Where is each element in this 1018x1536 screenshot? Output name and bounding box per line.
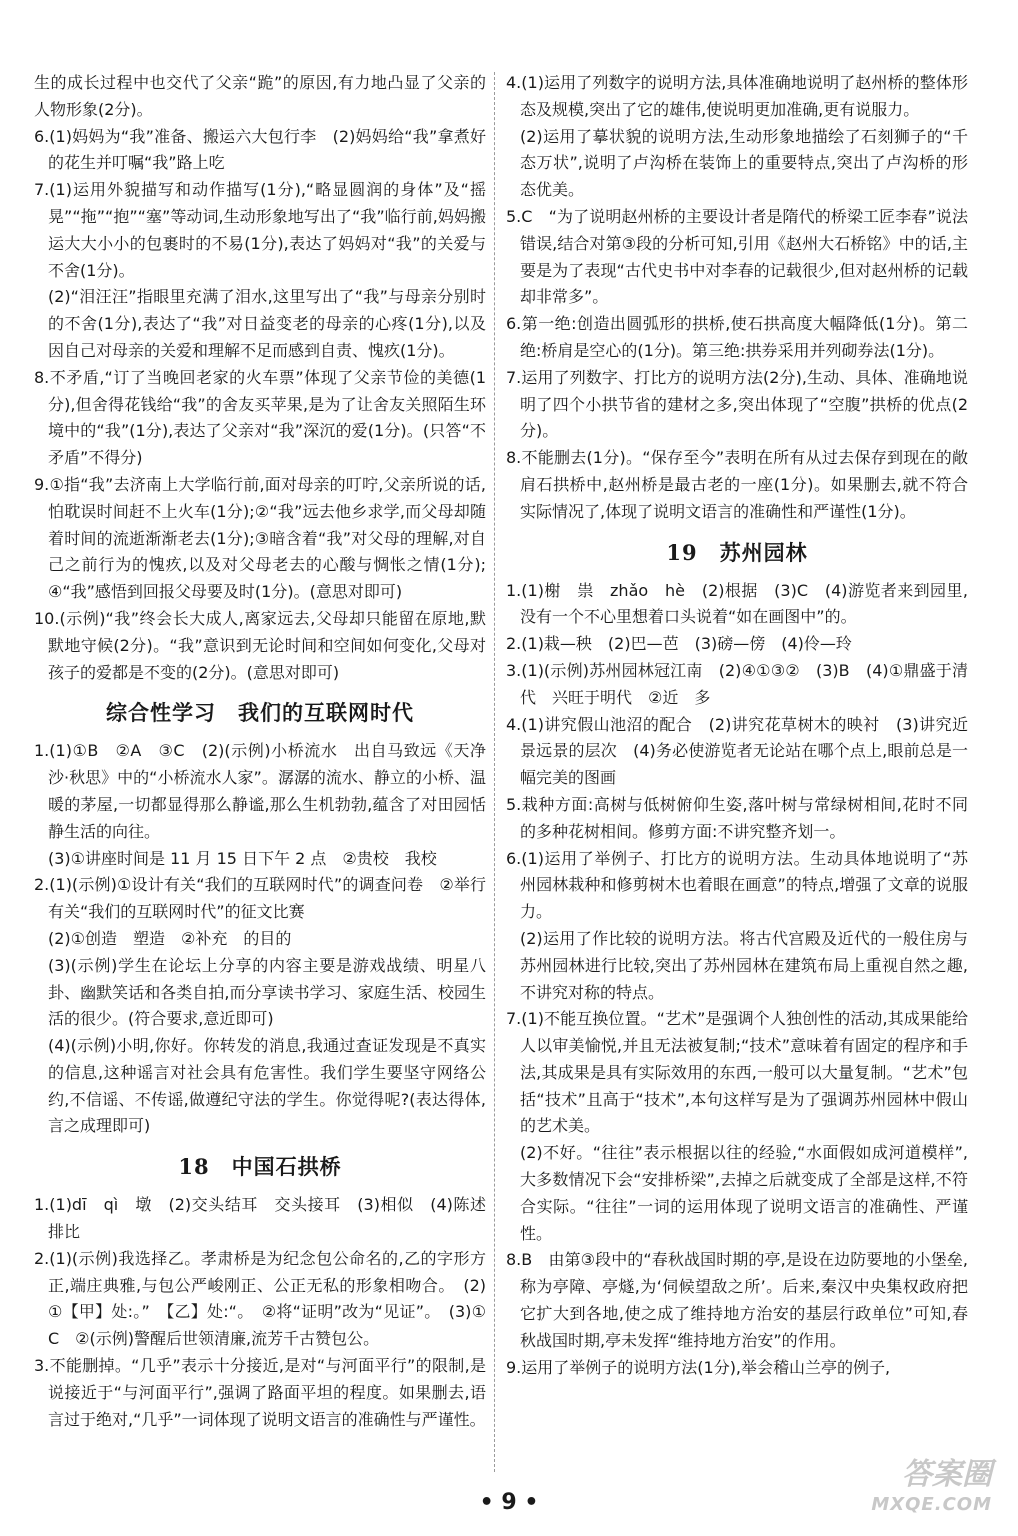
answer-para: (4)(示例)小明,你好。你转发的消息,我通过查证发现是不真实的信息,这种谣言对社会具有危害性。我们学生要坚守网络公约,不信谣、不传谣,做遵纪守法的学生。你觉得呢?(表达得体,言之成理即可) — [48, 1036, 486, 1136]
section-title: 18 中国石拱桥 — [178, 1154, 342, 1180]
answer-para: 4.(1)运用了列数字的说明方法,具体准确地说明了赵州桥的整体形态及规模,突出了它的雄伟,使说明更加准确,更有说服力。 — [506, 73, 968, 119]
answer-para: 5.C “为了说明赵州桥的主要设计者是隋代的桥梁工匠李春”说法错误,结合对第③段的分析可知,引用《赵州大石桥铭》中的话,主要是为了表现“古代史书中对李春的记载很少,但对赵州桥的记载却非常多”。 — [506, 206, 968, 307]
right-column — [506, 70, 968, 1381]
answer-para: 10.(示例)“我”终会长大成人,离家远去,父母却只能留在原地,默默地守候(2分)。“我”意识到无论时间和空间如何变化,父母对孩子的爱都是不变的(2分)。(意思对即可) — [34, 608, 486, 682]
answer-para: 3.(1)(示例)苏州园林冠江南 (2)④①③② (3)B (4)①鼎盛于清代 兴旺于明代 ②近 多 — [506, 660, 968, 707]
answer-para: 7.运用了列数字、打比方的说明方法(2分),生动、具体、准确地说明了四个小拱节省的建材之多,突出体现了“空腹”拱桥的优点(2分)。 — [506, 367, 968, 441]
answer-para: 6.(1)妈妈为“我”准备、搬运六大包行李 (2)妈妈给“我”拿煮好的花生并叮嘱“我”路上吃 — [34, 126, 486, 173]
answer-para: (2)运用了作比较的说明方法。将古代宫殿及近代的一般住房与苏州园林进行比较,突出了苏州园林在建筑布局上重视自然之趣,不讲究对称的特点。 — [520, 928, 968, 1002]
answer-para: (2)运用了摹状貌的说明方法,生动形象地描绘了石刻狮子的“千态万状”,说明了卢沟桥在装饰上的重要特点,突出了卢沟桥的形态优美。 — [520, 126, 968, 200]
page-number: • 9 • — [479, 1490, 539, 1515]
left-column — [34, 70, 503, 1433]
answer-para: (2)①创造 塑造 ②补充 的目的 — [48, 928, 292, 948]
answer-para: 1.(1)①B ②A ③C (2)(示例)小桥流水 出自马致远《天净沙·秋思》中的“小桥流水人家”。潺潺的流水、静立的小桥、温暖的茅屋,一切都显得那么静谧,那么生机勃勃,蕴含了对田园恬静生活的向往。 — [34, 741, 486, 841]
answer-para: 8.B 由第③段中的“春秋战国时期的亭,是设在边防要地的小堡垒,称为亭障、亭燧,为‘伺候望敌之所’。后来,秦汉中央集权政府把它扩大到各地,使之成了维持地方治安的基层行政单位”可知,春秋战国时期,亭未发挥“维持地方治安”的作用。 — [506, 1250, 968, 1350]
answer-para: 1.(1)dī qì 墩 (2)交头结耳 交头接耳 (3)相似 (4)陈述 排比 — [34, 1195, 503, 1242]
answer-para: 生的成长过程中也交代了父亲“跪”的原因,有力地凸显了父亲的人物形象(2分)。 — [34, 73, 486, 119]
watermark-url: MXQE.COM — [871, 1494, 992, 1515]
answer-para: (3)①讲座时间是 11 月 15 日下午 2 点 ②贵校 我校 — [48, 848, 437, 868]
answer-para: 2.(1)栽—秧 (2)巴—芭 (3)磅—傍 (4)伶—玲 — [506, 634, 852, 654]
answer-para: 5.栽种方面:高树与低树俯仰生姿,落叶树与常绿树相间,花时不同的多种花树相间。修剪方面:不讲究整齐划一。 — [506, 794, 968, 841]
answer-para: 9.运用了举例子的说明方法(1分),举会稽山兰亭的例子, — [506, 1357, 891, 1377]
answer-para: 3.不能删掉。“几乎”表示十分接近,是对“与河面平行”的限制,是说接近于“与河面平行”,强调了路面平坦的程度。如果删去,语言过于绝对,“几乎”一词体现了说明文语言的准确性与严谨性。 — [34, 1356, 486, 1429]
section-title: 综合性学习 我们的互联网时代 — [106, 700, 414, 726]
answer-para: 6.第一绝:创造出圆弧形的拱桥,使石拱高度大幅降低(1分)。第二绝:桥肩是空心的(1分)。第三绝:拱券采用并列砌券法(1分)。 — [506, 314, 968, 360]
answer-para: 4.(1)讲究假山池沼的配合 (2)讲究花草树木的映衬 (3)讲究近景远景的层次 (4)务必使游览者无论站在哪个点上,眼前总是一幅完美的图画 — [506, 714, 968, 788]
answer-para: (2)“泪汪汪”指眼里充满了泪水,这里写出了“我”与母亲分别时的不舍(1分),表达了“我”对日益变老的母亲的心疼(1分),以及因自己对母亲的关爱和理解不足而感到自责、愧疚(1分)。 — [48, 287, 486, 360]
answer-para: 1.(1)榭 祟 zhǎo hè (2)根据 (3)C (4)游览者来到园里,没有一个不心里想着口头说着“如在画图中”的。 — [506, 580, 968, 627]
watermark-text: 答案圈 — [902, 1457, 992, 1492]
answer-para: 8.不能删去(1分)。“保存至今”表明在所有从过去保存到现在的敞肩石拱桥中,赵州桥是最古老的一座(1分)。如果删去,就不符合实际情况了,体现了说明文语言的准确性和严谨性(1分)。 — [506, 448, 968, 521]
answer-para: (3)(示例)学生在论坛上分享的内容主要是游戏战绩、明星八卦、幽默笑话和各类自拍,而分享读书学习、家庭生活、校园生活的很少。(符合要求,意近即可) — [48, 955, 486, 1029]
section-title: 19 苏州园林 — [666, 539, 808, 565]
answer-para: 2.(1)(示例)我选择乙。孝肃桥是为纪念包公命名的,乙的字形方正,端庄典雅,与包公严峻刚正、公正无私的形象相吻合。 (2)①【甲】处:。” 【乙】处:“。 ②将“证明”改为“见证”。 (3)①C ②(示例)警醒后世领清廉,流芳千古赞包公。 — [34, 1248, 486, 1349]
answer-para: 2.(1)(示例)①设计有关“我们的互联网时代”的调查问卷 ②举行有关“我们的互联网时代”的征文比赛 — [34, 875, 486, 922]
answer-para: 7.(1)不能互换位置。“艺术”是强调个人独创性的活动,其成果能给人以审美愉悦,并且无法被复制;“技术”意味着有固定的程序和手法,其成果是具有实际效用的东西,一般可以大量复制。“艺术”包括“技术”且高于“技术”,本句这样写是为了强调苏州园林中假山的艺术美。 — [506, 1009, 968, 1136]
answer-para: 9.①指“我”去济南上大学临行前,面对母亲的叮咛,父亲所说的话,怕耽误时间赶不上火车(1分);②“我”远去他乡求学,而父母却随着时间的流逝渐渐老去(1分);③暗含着“我”对父母的理解,对自己之前行为的愧疚,以及对父母老去的心酸与惆怅之情(1分);④“我”感悟到回报父母要及时(1分)。(意思对即可) — [34, 474, 486, 602]
column-divider — [494, 72, 495, 1472]
answer-para: 6.(1)运用了举例子、打比方的说明方法。生动具体地说明了“苏州园林栽种和修剪树木也着眼在画意”的特点,增强了文章的说服力。 — [506, 848, 968, 922]
answer-para: (2)不好。“往往”表示根据以往的经验,“水面假如成河道模样”,大多数情况下会“安排桥梁”,去掉之后就变成了全部是这样,不符合实际。“往往”一词的运用体现了说明文语言的准确性、严谨性。 — [520, 1143, 968, 1243]
watermark-logo — [842, 1457, 992, 1520]
answer-para: 8.不矛盾,“订了当晚回老家的火车票”体现了父亲节俭的美德(1分),但舍得花钱给“我”的舍友买苹果,是为了让舍友关照陌生环境中的“我”(1分),表达了父亲对“我”深沉的爱(1分)。(只答“不矛盾”不得分) — [34, 367, 486, 468]
answer-para: 7.(1)运用外貌描写和动作描写(1分),“略显圆润的身体”及“摇晃”“拖”“抱”“塞”等动词,生动形象地写出了“我”临行前,妈妈搬运大大小小的包裹时的不易(1分),表达了妈妈对“我”的关爱与不舍(1分)。 — [34, 180, 486, 280]
